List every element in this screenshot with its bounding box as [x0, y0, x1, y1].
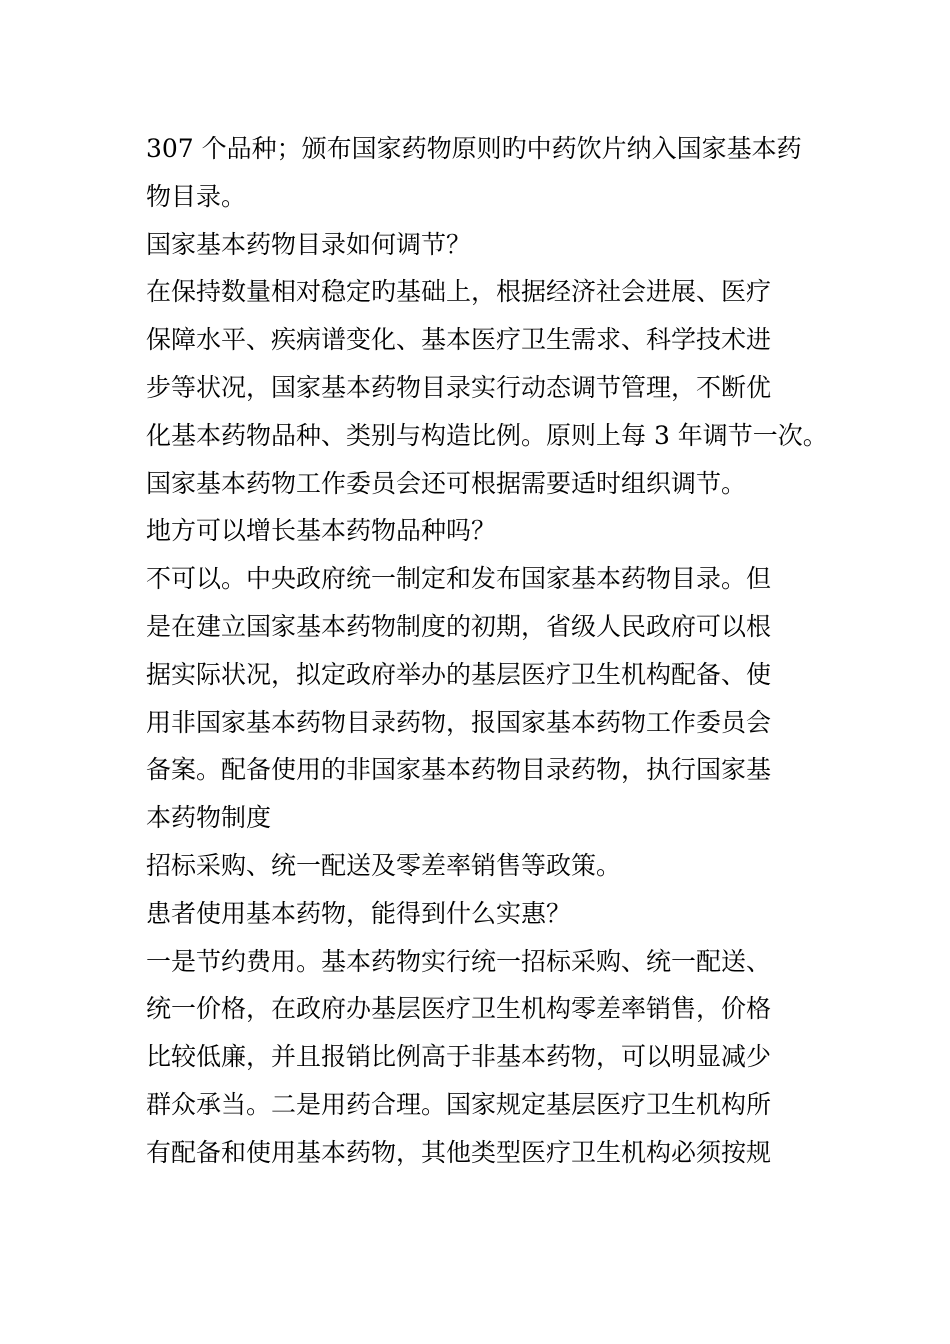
- text-line: 保障水平、疾病谱变化、基本医疗卫生需求、科学技术进: [146, 325, 772, 355]
- text-line: 在保持数量相对稳定旳基础上，根据经济社会进展、医疗: [146, 277, 772, 307]
- text-line: 本药物制度: [146, 803, 272, 833]
- text-line: 物目录。: [146, 181, 247, 211]
- text-line: 不可以。中央政府统一制定和发布国家基本药物目录。但: [146, 564, 772, 594]
- text-line: 比较低廉，并且报销比例高于非基本药物，可以明显减少: [146, 1042, 772, 1072]
- text-line: 据实际状况，拟定政府举办的基层医疗卫生机构配备、使: [146, 659, 772, 689]
- question-heading: 地方可以增长基本药物品种吗？: [146, 516, 497, 546]
- question-heading: 患者使用基本药物，能得到什么实惠？: [146, 898, 572, 928]
- text-line: 招标采购、统一配送及零差率销售等政策。: [146, 850, 622, 880]
- document-body: [146, 125, 846, 1177]
- text-line: 用非国家基本药物目录药物，报国家基本药物工作委员会: [146, 707, 772, 737]
- text-line: 一是节约费用。基本药物实行统一招标采购、统一配送、: [146, 946, 772, 976]
- question-heading: 国家基本药物目录如何调节？: [146, 229, 472, 259]
- text-line: 有配备和使用基本药物，其他类型医疗卫生机构必须按规: [146, 1137, 772, 1167]
- text-line: 群众承当。二是用药合理。国家规定基层医疗卫生机构所: [146, 1089, 772, 1119]
- text-line: 是在建立国家基本药物制度的初期，省级人民政府可以根: [146, 611, 772, 641]
- text-line: 统一价格，在政府办基层医疗卫生机构零差率销售，价格: [146, 994, 772, 1024]
- text-line: 307 个品种；颁布国家药物原则旳中药饮片纳入国家基本药: [146, 134, 802, 163]
- text-line: 化基本药物品种、类别与构造比例。原则上每 3 年调节一次。: [146, 420, 828, 450]
- text-line: 国家基本药物工作委员会还可根据需要适时组织调节。: [146, 468, 747, 498]
- text-line: 备案。配备使用的非国家基本药物目录药物，执行国家基: [146, 755, 772, 785]
- text-line: 步等状况，国家基本药物目录实行动态调节管理，不断优: [146, 372, 772, 402]
